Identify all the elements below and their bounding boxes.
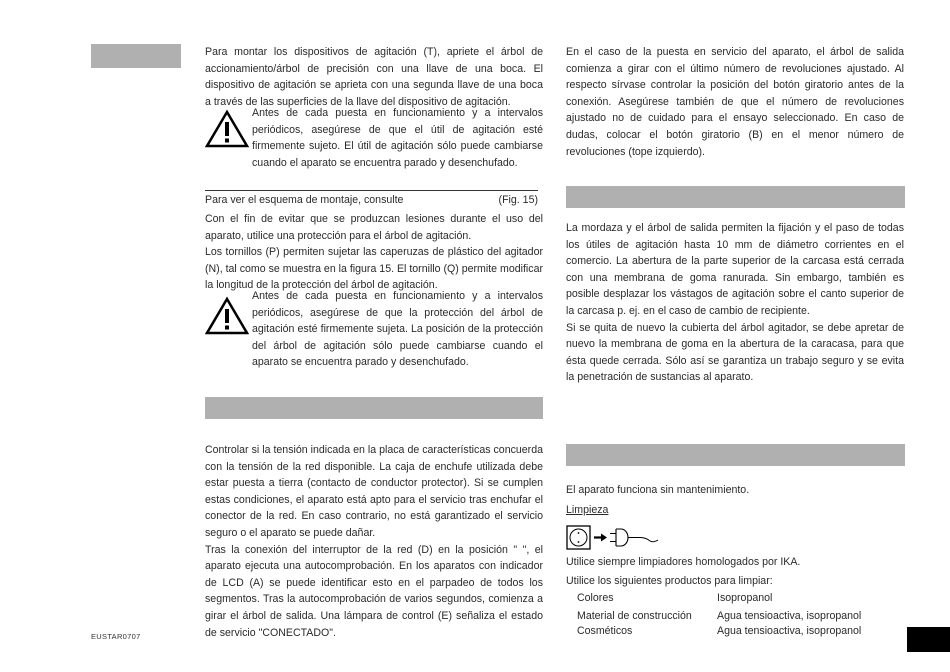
mounting-paragraph xyxy=(205,44,543,110)
approved-cleaners-text: Utilice siempre limpiadores homologados por IKA. xyxy=(566,556,801,568)
cleaning-product: Agua tensioactiva, isopropanol xyxy=(717,609,862,622)
cleaning-item: Colores xyxy=(577,592,614,604)
table-row xyxy=(577,591,861,607)
unplug-before-cleaning-icon xyxy=(566,524,666,552)
protection-text-1: Con el fin de evitar que se produzcan lesiones durante el uso del aparato, utilice una protección para el árbol de agitación. xyxy=(205,213,543,242)
section-header-bar-middle-left xyxy=(205,397,543,419)
chuck-paragraph xyxy=(566,220,904,386)
page-tab-marker xyxy=(907,627,950,652)
maintenance-text: El aparato funciona sin mantenimiento. xyxy=(566,484,750,496)
power-text-1: Controlar si la tensión indicada en la placa de características concuerda con la tensión de la red disponible. La caja de enchufe utilizada debe estar puesta a tierra (contacto de conductor protector). Si se cumplen estas condiciones, el aparato está apto para el servicio tras enchufar el conector de la red. En caso contrario, no está garantizado el servicio seguro o el aparato se puede dañar. xyxy=(205,444,543,539)
mounting-text: Para montar los dispositivos de agitación (T), apriete el árbol de accionamiento/árbol de precisión con una llave de una boca. El dispositivo de agitación se aprieta con una segunda llave de una boca a través de las superficies de la llave del dispositivo de agitación. xyxy=(205,46,543,108)
section-header-bar-top-right xyxy=(566,186,905,208)
cleaning-product: Isopropanol xyxy=(717,592,773,604)
table-row xyxy=(577,607,861,625)
figure-ref-rule xyxy=(205,190,538,191)
figure-ref-value: (Fig. 15) xyxy=(498,194,538,206)
warning-block-1 xyxy=(205,109,543,169)
figure-ref-row xyxy=(205,192,538,208)
chuck-text-2: Si se quita de nuevo la cubierta del árbol agitador, se debe apretar de nuevo la membrana de goma en la abertura de la caracasa, para que ésta quede cerrada. Sólo así se garantiza un trabajo seguro y se evita la penetración de sustancias al aparato. xyxy=(566,321,904,384)
power-text-2: Tras la conexión del interruptor de la red (D) en la posición " ", el aparato ejecuta una autocomprobación. En los aparatos con indicador de LCD (A) se puede identificar esto en el parpadeo de todos los segmentos. Tras la autocomprobación de varios segundos, comienza a girar el árbol de salida. Una lámpara de control (E) señaliza el estado de servicio "CONECTADO". xyxy=(205,543,543,639)
warning-triangle-icon xyxy=(205,296,249,336)
protection-text-2: Los tornillos (P) permiten sujetar las caperuzas de plástico del agitador (N), tal como se muestra en la figura 15. El tornillo (Q) permite modificar la longitud de la protección del árbol de agitación. xyxy=(205,246,543,292)
cleaning-product: Agua tensioactiva, isopropanol xyxy=(717,625,862,637)
warning-text-2: Antes de cada puesta en funcionamiento y a intervalos periódicos, asegúrese de que la protección del árbol de agitación esté firmemente sujeta. La posición de la protección del árbol de agitación sólo puede cambiarse cuando el aparato se encuentra parado y desenchufado. xyxy=(252,290,543,369)
warning-triangle-icon xyxy=(205,109,249,149)
cleaning-heading xyxy=(566,504,608,516)
warning-text-1: Antes de cada puesta en funcionamiento y a intervalos periódicos, asegúrese de que el útil de agitación esté firmemente sujeto. El útil de agitación sólo puede cambiarse cuando el aparato se encuentra parado y desenchufado. xyxy=(252,107,543,169)
cleaning-heading-text: Limpieza xyxy=(566,504,609,516)
cleaning-item: Material de construcción xyxy=(577,609,692,622)
cleaning-item: Cosméticos xyxy=(577,625,633,637)
figure-ref-label: Para ver el esquema de montaje, consulte xyxy=(205,194,404,206)
document-code: EUSTAR0707 xyxy=(91,632,141,641)
chuck-text-1: La mordaza y el árbol de salida permiten la fijación y el paso de todas los útiles de agitación hasta 10 mm de diámetro corrientes en el comercio. La abertura de la parte superior de la carcasa está cerrada con una membrana de goma ranurada. Sin embargo, también es posible desplazar los vástagos de agitación sobre el canto superior de la carcasa p. ej. en el caso de cambio de recipiente. xyxy=(566,222,904,317)
startup-paragraph xyxy=(566,44,904,160)
startup-text: En el caso de la puesta en servicio del aparato, el árbol de salida comienza a girar con el último número de revoluciones ajustado. Al respecto sírvase controlar la posición del botón giratorio antes de la conexión. Asegúrese también de que el número de revoluciones ajustado no de cuidado para el ensayo seleccionado. En caso de dudas, colocar el botón giratorio (B) en el menor número de revoluciones (tope izquierdo). xyxy=(566,46,904,158)
products-intro-text: Utilice los siguientes productos para limpiar: xyxy=(566,575,773,587)
power-paragraph xyxy=(205,442,543,641)
table-row xyxy=(577,624,861,640)
cleaning-products-table xyxy=(577,591,861,640)
warning-block-2 xyxy=(205,292,543,372)
protection-paragraph xyxy=(205,211,543,294)
section-header-bar-bottom-right xyxy=(566,444,905,466)
section-header-bar-top-left xyxy=(91,44,181,68)
